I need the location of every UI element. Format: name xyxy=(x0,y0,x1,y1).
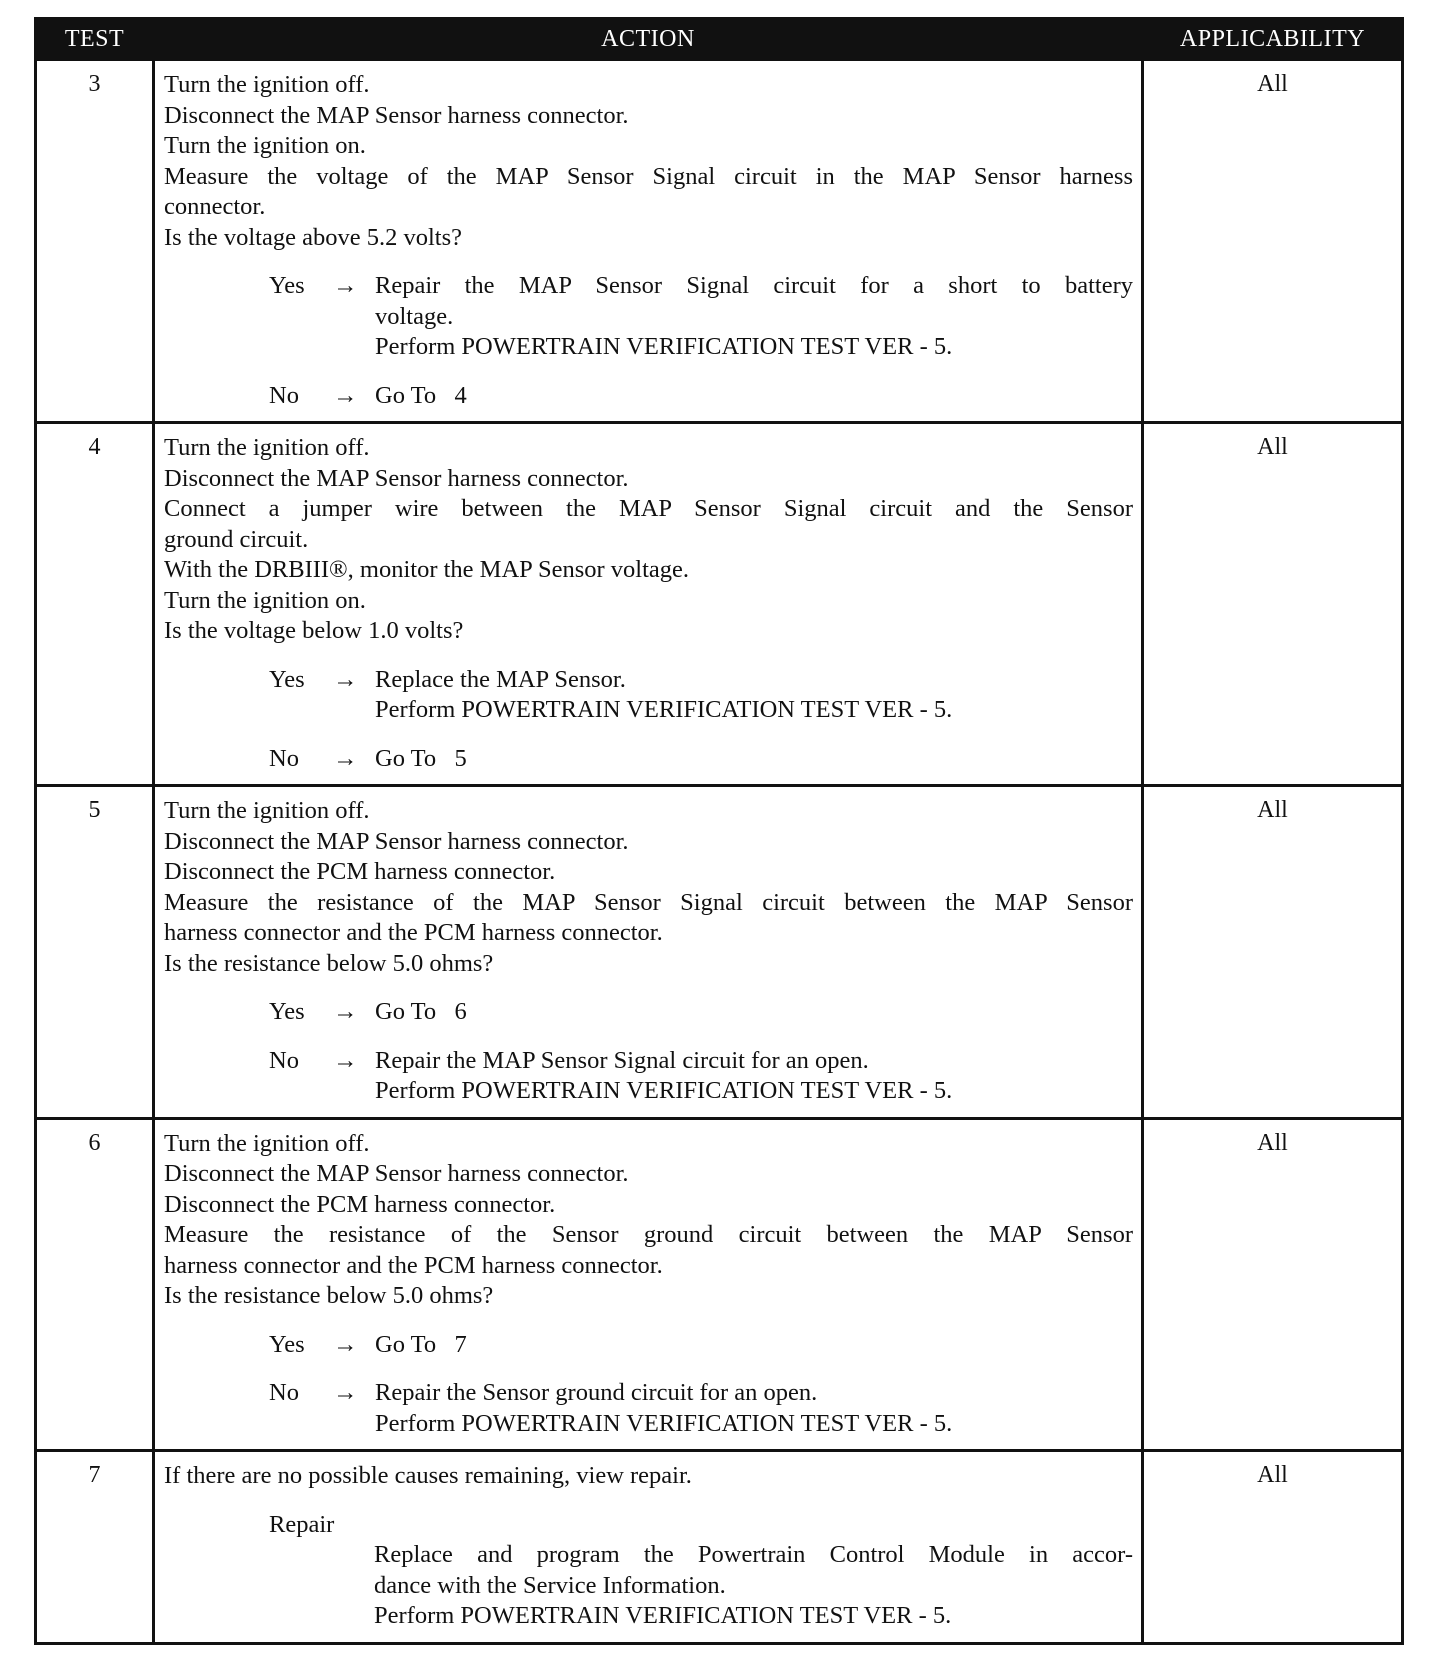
action-step: Measure the resistance of the Sensor ground circuit between the MAP Sensor xyxy=(164,1221,1133,1248)
action-cell xyxy=(152,1120,1144,1450)
action-step: Is the resistance below 5.0 ohms? xyxy=(164,949,494,977)
action-step: Turn the ignition off. xyxy=(164,434,370,461)
table-header xyxy=(37,20,1401,58)
yes-result-line: Perform POWERTRAIN VERIFICATION TEST VER - 5. xyxy=(375,696,953,723)
header-action: ACTION xyxy=(601,25,695,52)
action-step: With the DRBIII®, monitor the MAP Sensor voltage. xyxy=(164,556,690,583)
action-step: Connect a jumper wire between the MAP Sensor Signal circuit and the Sensor xyxy=(164,495,1133,522)
action-step: Disconnect the PCM harness connector. xyxy=(164,858,556,885)
repair-instructions xyxy=(164,1540,1133,1632)
yes-result-line: Go To 7 xyxy=(375,1330,467,1358)
no-result-line: Perform POWERTRAIN VERIFICATION TEST VER - 5. xyxy=(375,1077,953,1104)
applicability-value: All xyxy=(1257,1462,1288,1488)
yes-outcome xyxy=(164,1330,1133,1361)
yes-result-line: Perform POWERTRAIN VERIFICATION TEST VER - 5. xyxy=(375,333,953,360)
action-step: Disconnect the PCM harness connector. xyxy=(164,1190,556,1218)
action-step: Turn the ignition on. xyxy=(164,586,366,614)
right-arrow-icon: → xyxy=(333,1330,358,1358)
yes-result-line: Replace the MAP Sensor. xyxy=(375,665,626,693)
action-step: Turn the ignition off. xyxy=(164,71,370,98)
test-number: 5 xyxy=(88,797,101,823)
action-step: Disconnect the MAP Sensor harness connector. xyxy=(164,101,629,129)
no-result-line: Repair the Sensor ground circuit for an open. xyxy=(375,1379,818,1406)
action-step: Turn the ignition off. xyxy=(164,1129,370,1157)
yes-label: Yes xyxy=(269,998,305,1025)
repair-label: Repair xyxy=(269,1510,335,1538)
applicability-value: All xyxy=(1257,71,1288,97)
repair-line: dance with the Service Information. xyxy=(374,1571,726,1599)
no-outcome xyxy=(164,381,1133,412)
action-step: Measure the voltage of the MAP Sensor Signal circuit in the MAP Sensor harness xyxy=(164,162,1133,190)
action-step: ground circuit. xyxy=(164,525,309,553)
applicability-value: All xyxy=(1257,797,1288,823)
no-result-line: Perform POWERTRAIN VERIFICATION TEST VER - 5. xyxy=(375,1409,953,1437)
right-arrow-icon: → xyxy=(333,381,358,409)
header-test: TEST xyxy=(64,25,125,52)
action-cell xyxy=(152,61,1144,421)
no-result xyxy=(375,1378,1133,1439)
yes-result-line: Repair the MAP Sensor Signal circuit for a short to battery xyxy=(375,272,1133,299)
right-arrow-icon: → xyxy=(333,1379,358,1406)
action-step: If there are no possible causes remaining, view repair. xyxy=(164,1462,692,1489)
action-step: Turn the ignition on. xyxy=(164,132,366,159)
test-row-7 xyxy=(37,1449,1401,1642)
action-step: Measure the resistance of the MAP Sensor Signal circuit between the MAP Sensor xyxy=(164,888,1133,916)
action-cell xyxy=(152,424,1144,784)
yes-label: Yes xyxy=(269,1330,305,1358)
yes-result-line: Go To 6 xyxy=(375,998,467,1025)
right-arrow-icon: → xyxy=(333,998,358,1025)
action-step: Disconnect the MAP Sensor harness connector. xyxy=(164,1160,629,1187)
no-result-line: Go To 5 xyxy=(375,744,467,772)
action-step: Is the voltage below 1.0 volts? xyxy=(164,617,464,644)
action-step: Is the voltage above 5.2 volts? xyxy=(164,223,463,251)
test-row-3 xyxy=(37,58,1401,421)
action-cell xyxy=(152,787,1144,1117)
no-outcome xyxy=(164,1046,1133,1107)
right-arrow-icon: → xyxy=(333,665,358,693)
test-number: 6 xyxy=(88,1129,101,1156)
header-applicability: APPLICABILITY xyxy=(1179,25,1366,52)
no-label: No xyxy=(269,1379,299,1406)
yes-result xyxy=(375,997,1133,1028)
no-result xyxy=(375,1046,1133,1107)
no-outcome xyxy=(164,1378,1133,1439)
test-row-5 xyxy=(37,784,1401,1117)
yes-result xyxy=(375,1330,1133,1361)
action-step: Is the resistance below 5.0 ohms? xyxy=(164,1282,494,1309)
action-step: harness connector and the PCM harness connector. xyxy=(164,1251,663,1279)
yes-result-line: voltage. xyxy=(375,302,454,330)
action-step: Turn the ignition off. xyxy=(164,797,370,824)
yes-result xyxy=(375,271,1133,363)
action-step: Disconnect the MAP Sensor harness connector. xyxy=(164,827,629,855)
no-result-line: Repair the MAP Sensor Signal circuit for an open. xyxy=(375,1046,869,1074)
yes-outcome xyxy=(164,271,1133,363)
test-row-4 xyxy=(37,421,1401,784)
no-outcome xyxy=(164,744,1133,775)
applicability-value: All xyxy=(1257,1129,1288,1156)
no-label: No xyxy=(269,381,299,409)
yes-label: Yes xyxy=(269,665,305,693)
action-cell xyxy=(152,1452,1144,1642)
no-result-line: Go To 4 xyxy=(375,381,467,409)
diagnostic-test-table xyxy=(34,17,1404,1645)
test-row-6 xyxy=(37,1117,1401,1450)
action-step: Disconnect the MAP Sensor harness connector. xyxy=(164,464,629,492)
no-label: No xyxy=(269,744,299,772)
action-step: harness connector and the PCM harness connector. xyxy=(164,919,663,946)
test-number: 4 xyxy=(88,434,101,460)
no-label: No xyxy=(269,1046,299,1074)
yes-label: Yes xyxy=(269,272,305,299)
no-result xyxy=(375,381,1133,412)
right-arrow-icon: → xyxy=(333,744,358,772)
repair-line: Replace and program the Powertrain Control Module in accor- xyxy=(374,1541,1133,1568)
repair-line: Perform POWERTRAIN VERIFICATION TEST VER - 5. xyxy=(374,1602,952,1629)
no-result xyxy=(375,744,1133,775)
test-number: 7 xyxy=(88,1462,101,1488)
right-arrow-icon: → xyxy=(333,272,358,299)
action-step: connector. xyxy=(164,193,266,220)
right-arrow-icon: → xyxy=(333,1046,358,1074)
test-number: 3 xyxy=(88,71,101,97)
applicability-value: All xyxy=(1257,434,1288,460)
yes-outcome xyxy=(164,665,1133,726)
yes-outcome xyxy=(164,997,1133,1028)
yes-result xyxy=(375,665,1133,726)
